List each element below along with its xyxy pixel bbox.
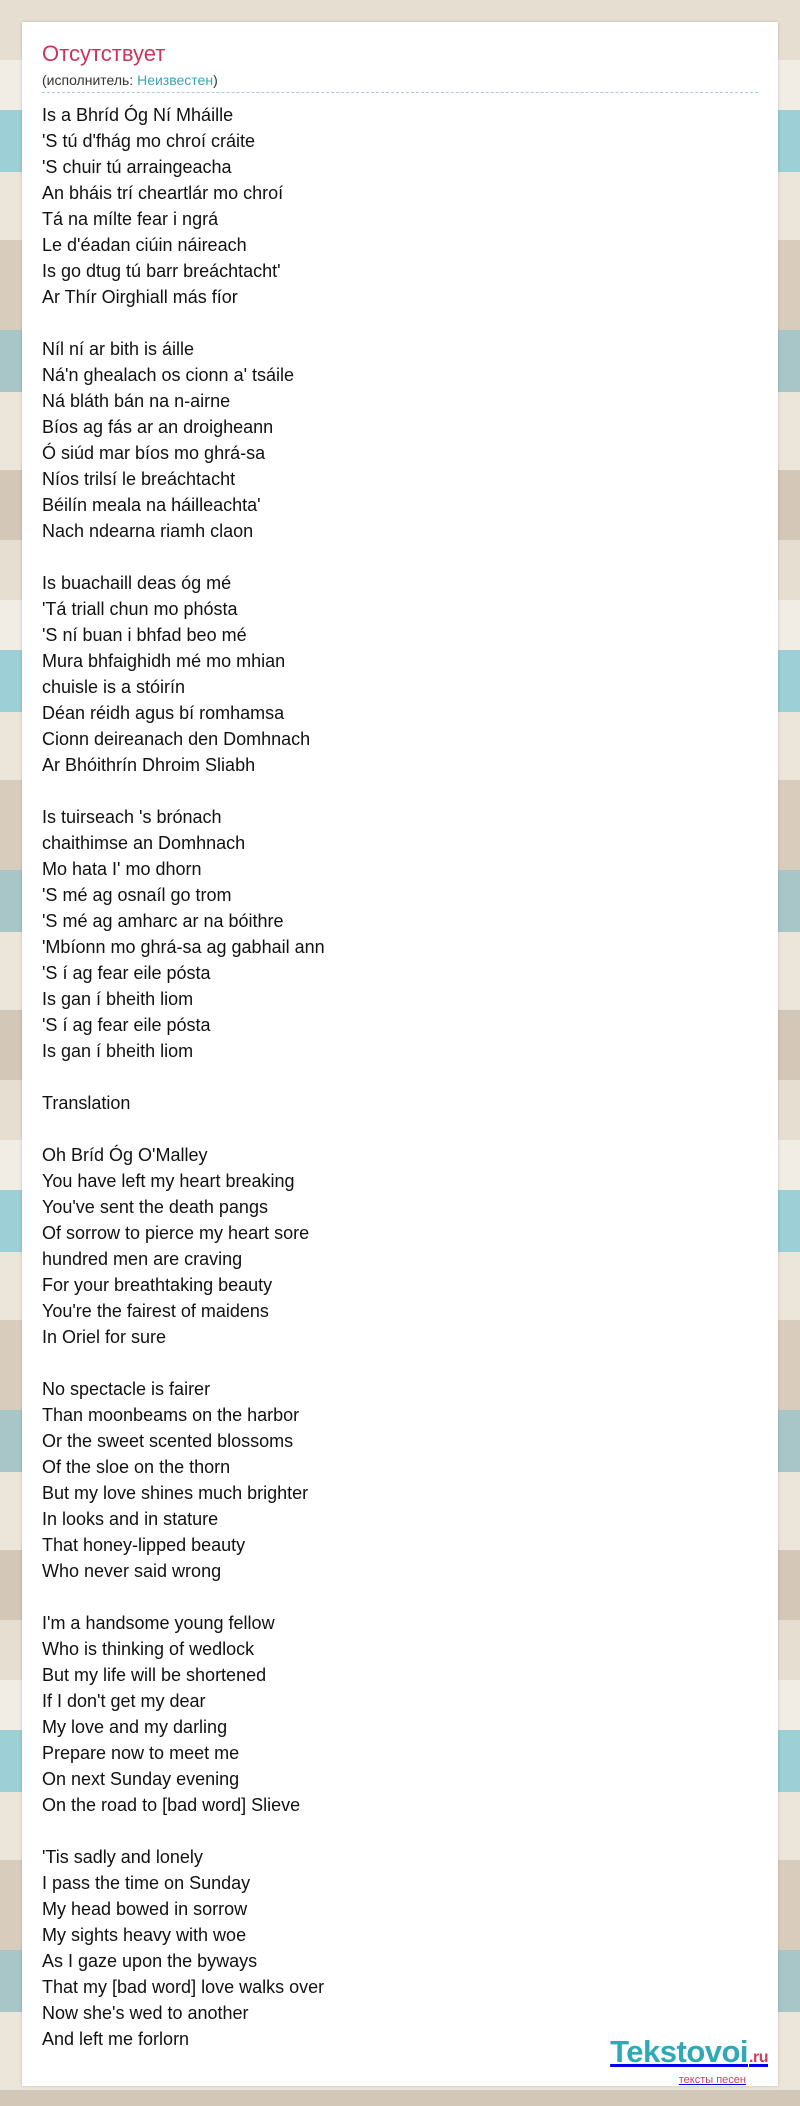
lyric-line: Cionn deireanach den Domhnach: [42, 729, 311, 749]
lyric-line: Oh Bríd Óg O'Malley: [42, 1145, 208, 1165]
lyric-line: Ar Bhóithrín Dhroim Sliabh: [42, 755, 256, 775]
lyric-line: Than moonbeams on the harbor: [42, 1405, 300, 1425]
artist-suffix: ): [213, 72, 218, 88]
lyric-line: 'Tá triall chun mo phósta: [42, 599, 238, 619]
logo-wordmark: [568, 2036, 768, 2074]
lyric-line: 'S ní buan i bhfad beo mé: [42, 625, 247, 645]
lyric-line: For your breathtaking beauty: [42, 1275, 273, 1295]
lyric-line: On next Sunday evening: [42, 1769, 240, 1789]
lyric-line: My head bowed in sorrow: [42, 1899, 248, 1919]
lyric-line: 'S tú d'fhág mo chroí cráite: [42, 131, 255, 151]
logo-name: Tekstovoi: [610, 2034, 749, 2069]
lyric-line: Nach ndearna riamh claon: [42, 521, 254, 541]
artist-link[interactable]: Неизвестен: [137, 72, 214, 88]
lyric-line: 'Tis sadly and lonely: [42, 1847, 203, 1867]
page-title: Отсутствует: [42, 41, 166, 66]
lyric-line: In Oriel for sure: [42, 1327, 167, 1347]
lyric-line: Déan réidh agus bí romhamsa: [42, 703, 285, 723]
lyric-line: 'S mé ag amharc ar na bóithre: [42, 911, 284, 931]
lyric-line: Or the sweet scented blossoms: [42, 1431, 294, 1451]
lyrics-text: [42, 102, 762, 2052]
lyric-line: And left me forlorn: [42, 2029, 190, 2049]
lyric-line: chuisle is a stóirín: [42, 677, 186, 697]
lyric-line: Now she's wed to another: [42, 2003, 249, 2023]
stanza-gap: [42, 1064, 762, 1090]
artist-prefix: (исполнитель:: [42, 72, 138, 88]
stanza-gap: [42, 310, 762, 336]
lyric-line: On the road to [bad word] Slieve: [42, 1795, 301, 1815]
lyric-line: That my [bad word] love walks over: [42, 1977, 325, 1997]
lyric-line: Ná bláth bán na n-airne: [42, 391, 231, 411]
lyric-line: An bháis trí cheartlár mo chroí: [42, 183, 284, 203]
lyric-line: Who is thinking of wedlock: [42, 1639, 255, 1659]
lyric-line: Of sorrow to pierce my heart sore: [42, 1223, 310, 1243]
lyric-line: Of the sloe on the thorn: [42, 1457, 231, 1477]
stanza-gap: [42, 1350, 762, 1376]
logo-subtitle: тексты песен: [678, 2074, 746, 2086]
stanza-gap: [42, 1818, 762, 1844]
lyric-line: I'm a handsome young fellow: [42, 1613, 275, 1633]
lyric-line: But my love shines much brighter: [42, 1483, 309, 1503]
lyric-line: In looks and in stature: [42, 1509, 219, 1529]
lyric-line: 'Mbíonn mo ghrá-sa ag gabhail ann: [42, 937, 325, 957]
lyric-line: Ar Thír Oirghiall más fíor: [42, 287, 238, 307]
lyric-line: Mo hata I' mo dhorn: [42, 859, 202, 879]
lyric-line: Tá na mílte fear i ngrá: [42, 209, 219, 229]
stanza-gap: [42, 1584, 762, 1610]
lyric-line: 'S í ag fear eile pósta: [42, 1015, 211, 1035]
stanza-gap: [42, 1116, 762, 1142]
lyric-line: Prepare now to meet me: [42, 1743, 240, 1763]
lyric-line: But my life will be shortened: [42, 1665, 267, 1685]
lyric-line: Ná'n ghealach os cionn a' tsáile: [42, 365, 295, 385]
lyrics-card: [22, 22, 778, 2086]
lyric-line: Béilín meala na háilleachta': [42, 495, 261, 515]
lyric-line: Is gan í bheith liom: [42, 1041, 194, 1061]
lyric-line: 'S mé ag osnaíl go trom: [42, 885, 232, 905]
lyric-line: Is go dtug tú barr breáchtacht': [42, 261, 281, 281]
lyric-line: Mura bhfaighidh mé mo mhian: [42, 651, 286, 671]
lyric-line: Who never said wrong: [42, 1561, 222, 1581]
lyric-line: My sights heavy with woe: [42, 1925, 247, 1945]
lyric-line: 'S í ag fear eile pósta: [42, 963, 211, 983]
lyric-line: No spectacle is fairer: [42, 1379, 211, 1399]
lyric-line: That honey-lipped beauty: [42, 1535, 246, 1555]
lyric-line: Bíos ag fás ar an droigheann: [42, 417, 274, 437]
lyric-line: You have left my heart breaking: [42, 1171, 295, 1191]
lyric-line: Is a Bhríd Óg Ní Mháille: [42, 105, 234, 125]
lyric-line: hundred men are craving: [42, 1249, 243, 1269]
lyric-line: Is tuirseach 's brónach: [42, 807, 222, 827]
stanza-gap: [42, 544, 762, 570]
lyric-line: As I gaze upon the byways: [42, 1951, 258, 1971]
logo-tld: .ru: [749, 2049, 768, 2066]
lyric-line: Níl ní ar bith is áille: [42, 339, 195, 359]
lyric-line: Le d'éadan ciúin náireach: [42, 235, 247, 255]
artist-line: [42, 71, 218, 89]
title-divider: [42, 92, 758, 93]
lyric-line: You've sent the death pangs: [42, 1197, 268, 1217]
lyric-line: You're the fairest of maidens: [42, 1301, 269, 1321]
lyric-line: If I don't get my dear: [42, 1691, 206, 1711]
lyric-line: Is gan í bheith liom: [42, 989, 194, 1009]
lyric-line: chaithimse an Domhnach: [42, 833, 246, 853]
lyric-line: Translation: [42, 1093, 131, 1113]
stanza-gap: [42, 778, 762, 804]
lyric-line: Ó siúd mar bíos mo ghrá-sa: [42, 443, 266, 463]
site-logo[interactable]: [568, 2036, 768, 2087]
lyric-line: My love and my darling: [42, 1717, 228, 1737]
lyric-line: 'S chuir tú arraingeacha: [42, 157, 232, 177]
lyric-line: Níos trilsí le breáchtacht: [42, 469, 236, 489]
lyric-line: I pass the time on Sunday: [42, 1873, 251, 1893]
lyric-line: Is buachaill deas óg mé: [42, 573, 232, 593]
